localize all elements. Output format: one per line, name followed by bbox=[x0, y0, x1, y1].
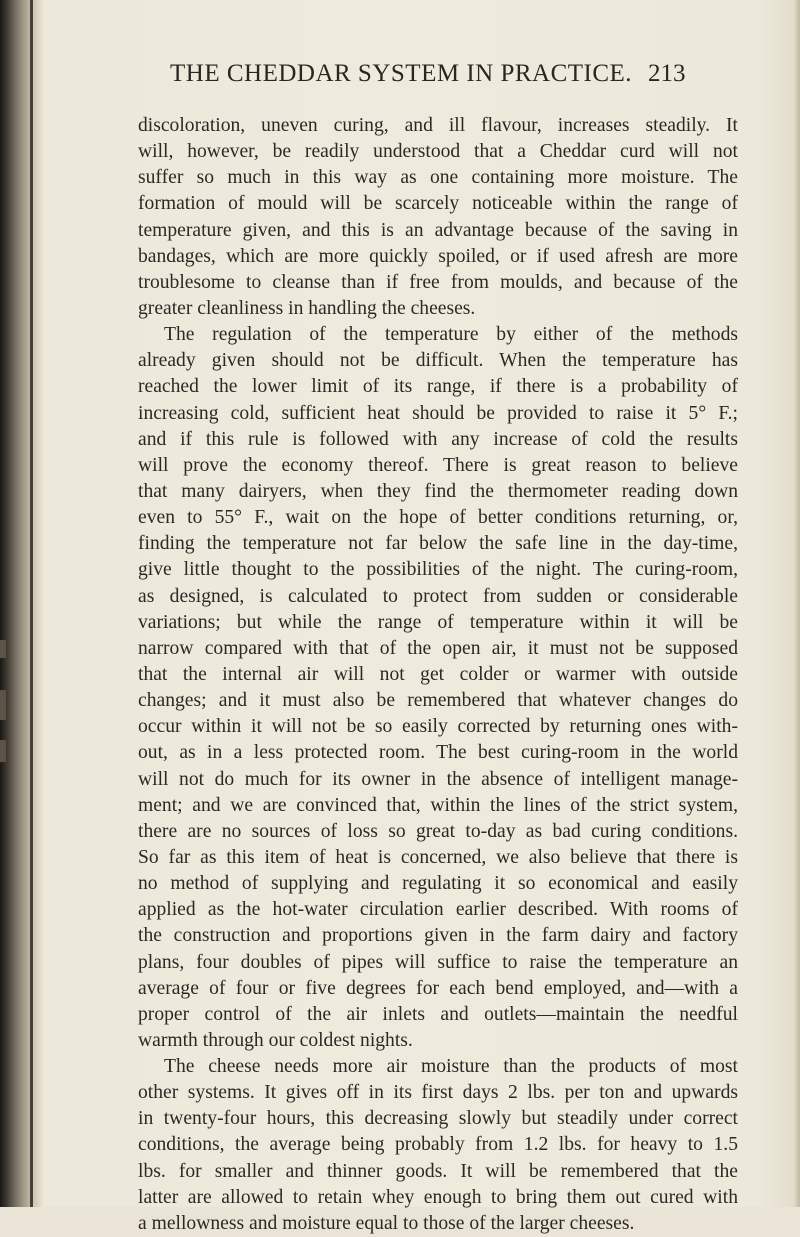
body-text bbox=[138, 113, 738, 1237]
text-line: as designed, is calculated to protect from sudden or considerable bbox=[138, 585, 738, 607]
text-line: bandages, which are more quickly spoiled, or if used afresh are more bbox=[138, 245, 738, 267]
edge-mark bbox=[0, 740, 6, 762]
text-line: there are no sources of loss so great to-day as bad curing conditions. bbox=[138, 820, 738, 842]
text-line: troublesome to cleanse than if free from moulds, and because of the bbox=[138, 271, 738, 293]
text-line: changes; and it must also be remembered that whatever changes do bbox=[138, 690, 738, 712]
text-line: average of four or five degrees for each bend employed, and—with a bbox=[138, 977, 738, 999]
text-line: occur within it will not be so easily corrected by returning ones with- bbox=[138, 716, 738, 738]
binding-gutter bbox=[0, 0, 44, 1207]
text-line: will not do much for its owner in the absence of intelligent manage- bbox=[138, 768, 738, 790]
text-line: increasing cold, sufficient heat should be provided to raise it 5° F.; bbox=[138, 402, 738, 424]
text-line: suffer so much in this way as one containing more moisture. The bbox=[138, 167, 738, 189]
text-line: and if this rule is followed with any increase of cold the results bbox=[138, 428, 738, 450]
text-line: finding the temperature not far below the safe line in the day-time, bbox=[138, 533, 738, 555]
text-line: discoloration, uneven curing, and ill flavour, increases steadily. It bbox=[138, 115, 738, 136]
text-line: a mellowness and moisture equal to those of the larger cheeses. bbox=[138, 1212, 635, 1234]
running-title: THE CHEDDAR SYSTEM IN PRACTICE. bbox=[170, 60, 633, 87]
gutter-shadow-line bbox=[30, 0, 33, 1207]
page-number: 213 bbox=[648, 60, 686, 87]
text-line: out, as in a less protected room. The best curing-room in the world bbox=[138, 742, 738, 764]
text-line: the construction and proportions given in the farm dairy and factory bbox=[138, 925, 738, 947]
text-line: conditions, the average being probably from 1.2 lbs. for heavy to 1.5 bbox=[138, 1134, 738, 1156]
text-line: other systems. It gives off in its first days 2 lbs. per ton and upwards bbox=[138, 1082, 738, 1104]
text-line: give little thought to the possibilities of the night. The curing-room, bbox=[138, 559, 738, 581]
text-line: The cheese needs more air moisture than the products of most bbox=[164, 1056, 738, 1078]
text-line: that the internal air will not get colder or warmer with outside bbox=[138, 663, 738, 685]
text-line: already given should not be difficult. When the temperature has bbox=[138, 350, 738, 372]
text-line: will prove the economy thereof. There is great reason to believe bbox=[138, 454, 738, 476]
text-line: in twenty-four hours, this decreasing slowly but steadily under correct bbox=[138, 1108, 738, 1130]
text-line: even to 55° F., wait on the hope of better conditions returning, or, bbox=[138, 507, 738, 529]
edge-mark bbox=[0, 640, 6, 658]
text-line: that many dairyers, when they find the thermometer reading down bbox=[138, 480, 738, 502]
text-line: latter are allowed to retain whey enough to bring them out cured with bbox=[138, 1186, 738, 1208]
text-line: ment; and we are convinced that, within the lines of the strict system, bbox=[138, 794, 738, 816]
page-right-edge bbox=[794, 0, 800, 1207]
text-line: formation of mould will be scarcely noticeable within the range of bbox=[138, 193, 738, 215]
edge-mark bbox=[0, 690, 6, 720]
text-line: variations; but while the range of temperature within it will be bbox=[138, 611, 738, 633]
text-line: proper control of the air inlets and outlets—maintain the needful bbox=[138, 1003, 738, 1025]
text-line: narrow compared with that of the open air, it must not be supposed bbox=[138, 637, 738, 659]
text-line: no method of supplying and regulating it so economical and easily bbox=[138, 873, 738, 895]
text-line: lbs. for smaller and thinner goods. It will be remembered that the bbox=[138, 1160, 738, 1182]
text-line: So far as this item of heat is concerned, we also believe that there is bbox=[138, 846, 738, 868]
text-line: applied as the hot-water circulation earlier described. With rooms of bbox=[138, 899, 738, 921]
page-header bbox=[170, 60, 720, 100]
text-line: plans, four doubles of pipes will suffice to raise the temperature an bbox=[138, 951, 738, 973]
text-line: reached the lower limit of its range, if there is a probability of bbox=[138, 376, 738, 398]
text-line: warmth through our coldest nights. bbox=[138, 1029, 413, 1051]
text-line: greater cleanliness in handling the cheeses. bbox=[138, 297, 476, 319]
text-line: temperature given, and this is an advantage because of the saving in bbox=[138, 219, 738, 241]
text-line: The regulation of the temperature by either of the methods bbox=[164, 324, 738, 346]
text-line: will, however, be readily understood that a Cheddar curd will not bbox=[138, 141, 738, 163]
